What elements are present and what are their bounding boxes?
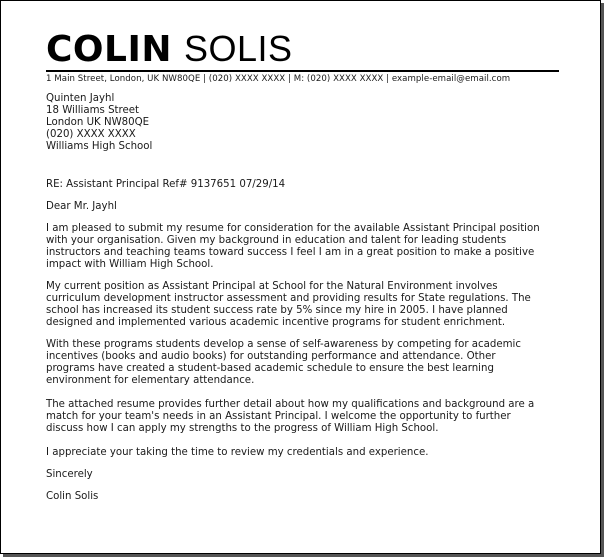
text-line: impact with William High School. — [46, 259, 214, 270]
text-line: With these programs students develop a sense of self-awareness by competing for academic — [46, 339, 521, 350]
text-line: environment for elementary attendance. — [46, 375, 255, 386]
recipient-phone: (020) XXXX XXXX — [46, 129, 136, 140]
subject-line: RE: Assistant Principal Ref# 9137651 07/29/14 — [46, 179, 286, 190]
paragraph-2 — [46, 281, 531, 329]
salutation: Dear Mr. Jayhl — [46, 201, 117, 212]
recipient-address — [46, 93, 152, 153]
first-name: COLIN — [46, 29, 172, 70]
text-line: school has increased its student success rate by 5% since my hire in 2005. I have planned — [46, 305, 508, 316]
text-line: The attached resume provides further detail about how my qualifications and background are a — [46, 399, 535, 410]
text-line: incentives (books and audio books) for outstanding performance and attendance. Other — [46, 351, 496, 362]
paragraph-5 — [46, 447, 428, 459]
text-line: programs have created a student-based academic schedule to ensure the best learning — [46, 363, 494, 374]
paragraph-3 — [46, 339, 521, 387]
contact-line: 1 Main Street, London, UK NW80QE | (020) XXXX XXXX | M: (020) XXXX XXXX | example-email@email.com — [46, 74, 511, 84]
recipient-organisation: Williams High School — [46, 141, 153, 152]
text-line: discuss how I can apply my strengths to the progress of William High School. — [46, 423, 439, 434]
text-line: with your organisation. Given my background in education and talent for leading students — [46, 235, 507, 246]
text-line: match for your team's needs in an Assistant Principal. I welcome the opportunity to further — [46, 411, 511, 422]
text-line: My current position as Assistant Principal at School for the Natural Environment involves — [46, 281, 498, 292]
paragraph-1 — [46, 223, 540, 271]
text-line: instructors and teaching teams toward success I feel I am in a great position to make a positive — [46, 247, 535, 258]
text-line: curriculum development instructor assessment and providing results for State regulations. The — [46, 293, 531, 304]
header-divider — [46, 70, 559, 72]
closing: Sincerely — [46, 469, 93, 480]
paragraph-4 — [46, 399, 534, 435]
sender-name — [46, 29, 293, 70]
text-line: I appreciate your taking the time to review my credentials and experience. — [46, 447, 429, 458]
text-line: I am pleased to submit my resume for consideration for the available Assistant Principal position — [46, 223, 540, 234]
last-name: SOLIS — [183, 28, 293, 69]
signature: Colin Solis — [46, 491, 99, 502]
recipient-city: London UK NW80QE — [46, 117, 150, 128]
text-line: designed and implemented various academic incentive programs for student enrichment. — [46, 317, 506, 328]
recipient-street: 18 Williams Street — [46, 105, 140, 116]
recipient-name: Quinten Jayhl — [46, 93, 115, 104]
